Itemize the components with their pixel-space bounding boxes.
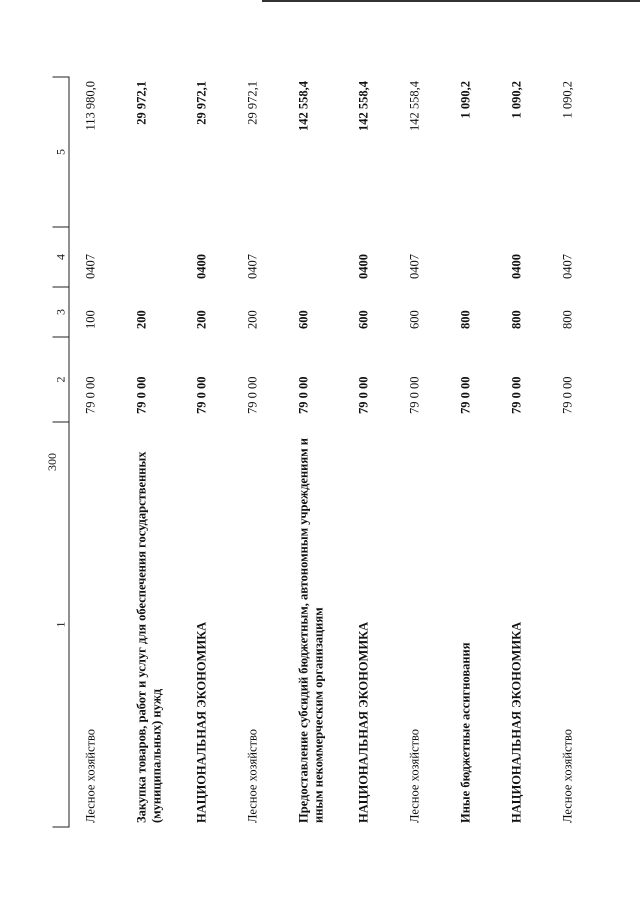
row-csr: 79 0 00 [458, 376, 473, 414]
row-name: Иные бюджетные ассигнования [458, 642, 473, 823]
row-rzpr [283, 227, 343, 287]
row-name: Закупка товаров, работ и услуг для обеспечения государственных (муниципальных) нужд [134, 451, 164, 823]
header-col-2: 2 [53, 337, 70, 422]
row-vr: 800 [509, 310, 524, 329]
row-csr: 79 0 00 [296, 376, 311, 414]
row-name: Лесное хозяйство [83, 728, 98, 823]
page-number: 300 [45, 453, 59, 471]
row-csr: 79 0 00 [560, 376, 575, 414]
row-sum: 29 972,1 [134, 81, 149, 125]
row-sum: 113 980,0 [83, 81, 98, 131]
table-row [283, 77, 343, 827]
row-rzpr: 0407 [83, 254, 98, 279]
row-vr: 100 [83, 310, 98, 329]
row-sum: 1 090,2 [509, 81, 524, 119]
row-name: НАЦИОНАЛЬНАЯ ЭКОНОМИКА [509, 621, 524, 823]
table-row [69, 77, 121, 827]
row-csr: 79 0 00 [194, 376, 209, 414]
row-name: Предоставление субсидий бюджетным, автономным учреждениям и иным некоммерческим организациям [296, 438, 326, 823]
row-sum: 142 558,4 [296, 81, 311, 131]
row-name: Лесное хозяйство [245, 728, 260, 823]
row-csr: 79 0 00 [356, 376, 371, 414]
row-name: НАЦИОНАЛЬНАЯ ЭКОНОМИКА [356, 621, 371, 823]
table-row [394, 77, 445, 827]
row-csr: 79 0 00 [407, 376, 422, 414]
row-rzpr [121, 227, 181, 287]
row-sum: 142 558,4 [407, 81, 422, 131]
row-csr: 79 0 00 [134, 376, 149, 414]
row-rzpr: 0400 [194, 254, 209, 279]
table-row [232, 77, 283, 827]
table-row [547, 77, 598, 827]
row-sum: 1 090,2 [560, 81, 575, 119]
row-rzpr: 0407 [245, 254, 260, 279]
header-col-5: 5 [53, 77, 70, 227]
table-row [343, 77, 394, 827]
table-row [181, 77, 232, 827]
row-vr: 600 [296, 310, 311, 329]
row-rzpr: 0400 [356, 254, 371, 279]
header-col-3: 3 [53, 287, 70, 337]
table-row [496, 77, 547, 827]
row-vr: 600 [407, 310, 422, 329]
row-sum: 142 558,4 [356, 81, 371, 131]
row-rzpr: 0407 [407, 254, 422, 279]
header-col-1: 1 [53, 422, 70, 827]
row-vr: 800 [560, 310, 575, 329]
row-name: Лесное хозяйство [560, 728, 575, 823]
row-csr: 79 0 00 [83, 376, 98, 414]
budget-table [53, 77, 598, 828]
row-sum: 1 090,2 [458, 81, 473, 119]
row-sum: 29 972,1 [245, 81, 260, 125]
row-rzpr: 0407 [560, 254, 575, 279]
row-name: НАЦИОНАЛЬНАЯ ЭКОНОМИКА [194, 621, 209, 823]
header-row [53, 77, 70, 827]
row-name: Лесное хозяйство [407, 728, 422, 823]
row-vr: 600 [356, 310, 371, 329]
row-rzpr: 0400 [509, 254, 524, 279]
rotated-page-content [53, 78, 588, 828]
table-header [53, 77, 70, 827]
table-row [121, 77, 181, 827]
top-rule [262, 0, 640, 2]
row-vr: 800 [458, 310, 473, 329]
table-row [445, 77, 496, 827]
row-vr: 200 [134, 310, 149, 329]
row-csr: 79 0 00 [509, 376, 524, 414]
row-csr: 79 0 00 [245, 376, 260, 414]
row-rzpr [445, 227, 496, 287]
table-body [69, 77, 598, 827]
row-sum: 29 972,1 [194, 81, 209, 125]
row-vr: 200 [245, 310, 260, 329]
row-vr: 200 [194, 310, 209, 329]
header-col-4: 4 [53, 227, 70, 287]
